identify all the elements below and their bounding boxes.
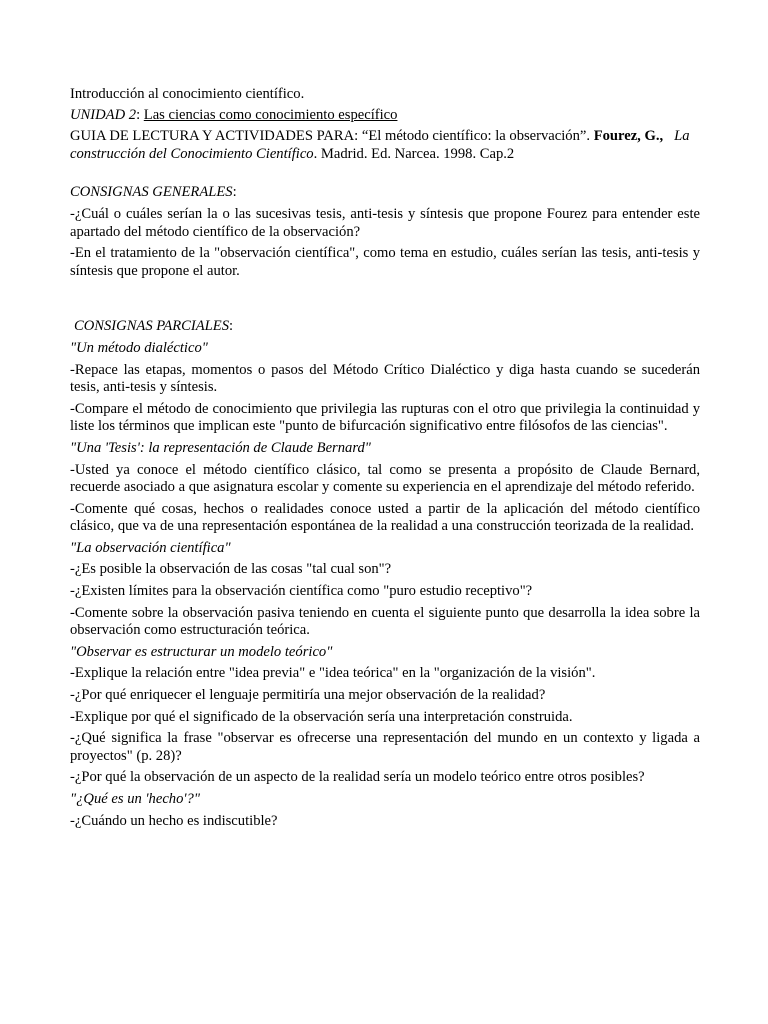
partial-heading-text: CONSIGNAS PARCIALES bbox=[74, 318, 229, 335]
partial-heading-colon: : bbox=[229, 318, 234, 335]
section-item: -¿Por qué la observación de un aspecto de la realidad sería un modelo teórico entre otros posibles? bbox=[70, 769, 645, 786]
section-title: "¿Qué es un 'hecho'?" bbox=[70, 791, 200, 807]
section-title: "La observación científica" bbox=[70, 539, 231, 556]
section-item: -Comente qué cosas, hechos o realidades conoce usted a partir de la aplicación del método científico clásico, que va de una representación espontánea de la realidad a una construcción teorizada de la realidad. bbox=[70, 500, 700, 535]
document-body bbox=[70, 86, 700, 830]
general-heading-colon: : bbox=[232, 184, 237, 201]
general-item: -En el tratamiento de la "observación científica", como tema en estudio, cuáles serían las tesis, anti-tesis y síntesis que propone el autor. bbox=[70, 245, 700, 279]
unit-label: UNIDAD 2 bbox=[70, 106, 137, 123]
general-heading-text: CONSIGNAS GENERALES bbox=[70, 184, 233, 201]
section-item: -¿Por qué enriquecer el lenguaje permitiría una mejor observación de la realidad? bbox=[70, 687, 546, 704]
section-item: -¿Cuándo un hecho es indiscutible? bbox=[70, 812, 278, 829]
section-item: -¿Es posible la observación de las cosas "tal cual son"? bbox=[70, 561, 392, 578]
section-item: -Usted ya conoce el método científico clásico, tal como se presenta a propósito de Claude Bernard, recuerde asociado a que asignatura escolar y comente su experiencia en el aprendizaje del método referido. bbox=[70, 461, 700, 496]
section-item: -¿Existen límites para la observación científica como "puro estudio receptivo"? bbox=[70, 583, 533, 600]
section-title: "Un método dialéctico" bbox=[70, 339, 208, 356]
author-name: Fourez, G., bbox=[593, 128, 664, 145]
book-title: La construcción del Conocimiento Científico bbox=[70, 128, 690, 162]
publication-info: . Madrid. Ed. Narcea. 1998. Cap.2 bbox=[313, 145, 515, 162]
guide-reference bbox=[70, 128, 700, 163]
unit-separator: : bbox=[136, 106, 144, 123]
section-item: -Explique por qué el significado de la observación sería una interpretación construida. bbox=[70, 708, 573, 725]
guide-prefix: GUIA DE LECTURA Y ACTIVIDADES PARA: “El método científico: la observación”. bbox=[70, 128, 594, 145]
section-item: -Explique la relación entre "idea previa" e "idea teórica" en la "organización de la visión". bbox=[70, 665, 596, 682]
section-title: "Observar es estructurar un modelo teórico" bbox=[70, 643, 333, 660]
section-title: "Una 'Tesis': la representación de Claude Bernard" bbox=[70, 439, 371, 456]
section-item: -¿Qué significa la frase "observar es ofrecerse una representación del mundo en un contexto y ligada a proyectos" (p. 28)? bbox=[70, 730, 700, 764]
partial-heading bbox=[70, 318, 700, 336]
section-item: -Compare el método de conocimiento que privilegia las rupturas con el otro que privilegia la continuidad y liste los términos que implican este "punto de bifurcación significativo entre filósofos de las ciencias". bbox=[70, 400, 700, 435]
general-heading bbox=[70, 184, 700, 202]
general-item: -¿Cuál o cuáles serían la o las sucesivas tesis, anti-tesis y síntesis que propone Fourez para entender este apartado del método científico de la observación? bbox=[70, 205, 700, 240]
unit-line bbox=[70, 107, 700, 125]
course-title: Introducción al conocimiento científico. bbox=[70, 86, 305, 102]
unit-title: Las ciencias como conocimiento específico bbox=[143, 106, 398, 123]
section-item: -Repace las etapas, momentos o pasos del Método Crítico Dialéctico y diga hasta cuando se sucederán tesis, anti-tesis y síntesis. bbox=[70, 361, 700, 396]
section-item: -Comente sobre la observación pasiva teniendo en cuenta el siguiente punto que desarrolla la idea sobre la observación como estructuración teórica. bbox=[70, 604, 700, 639]
